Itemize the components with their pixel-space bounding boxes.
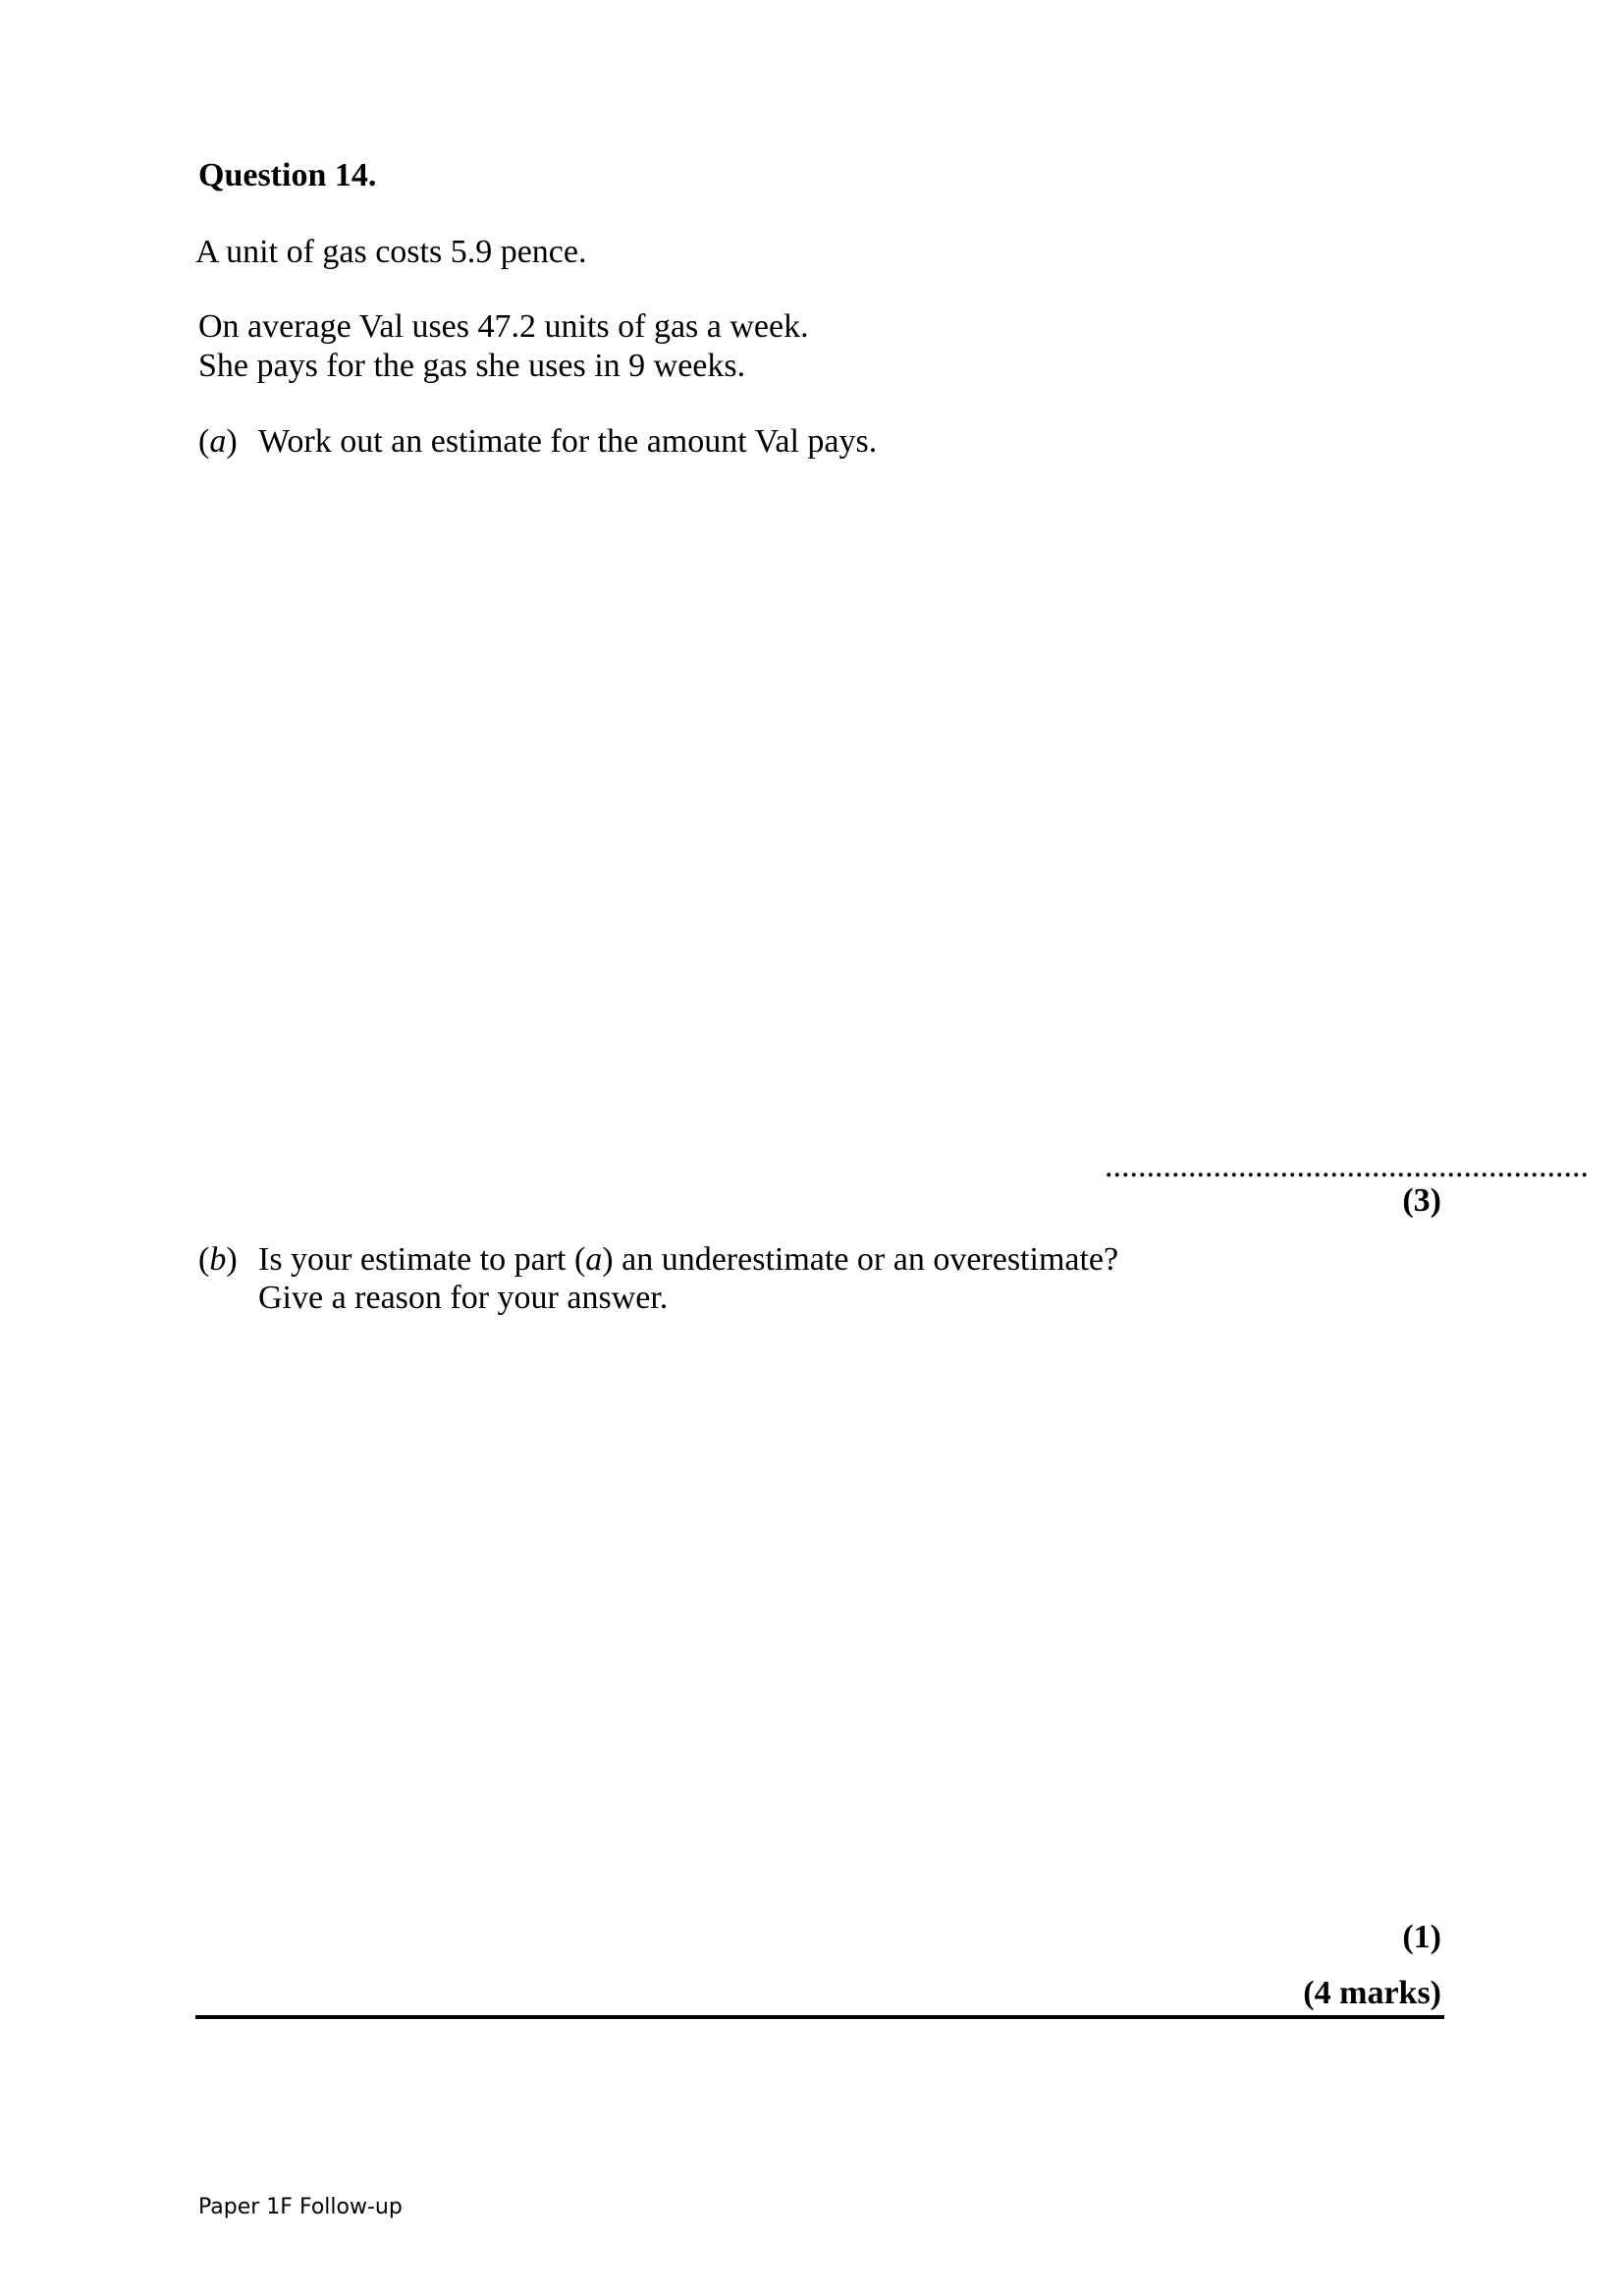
question-intro-unit-cost: A unit of gas costs 5.9 pence. [195, 234, 587, 270]
part-a-question-text: Work out an estimate for the amount Val pays. [258, 423, 878, 460]
question-divider [195, 2015, 1444, 2019]
part-a-label [198, 422, 238, 462]
part-b-label [198, 1240, 238, 1280]
part-b-line1-after: ) an underestimate or an overestimate? [602, 1241, 1119, 1278]
part-b-question-line2: Give a reason for your answer. [258, 1280, 669, 1316]
question-intro-weeks: She pays for the gas she uses in 9 weeks. [198, 348, 746, 384]
page-footer: Paper 1F Follow-up [198, 2195, 403, 2219]
part-b-line1-before: Is your estimate to part ( [258, 1241, 586, 1278]
part-a-open-paren: ( [198, 423, 210, 460]
part-b-line1-ref: a [585, 1241, 603, 1278]
part-a-letter: a [209, 423, 227, 460]
part-b-open-paren: ( [198, 1241, 210, 1278]
total-marks: (4 marks) [1303, 1975, 1441, 2011]
part-a-close-paren: ) [226, 423, 238, 460]
part-a-answer-line[interactable]: .......................................................... [1105, 1148, 1589, 1184]
question-title: Question 14. [198, 157, 377, 193]
part-a-marks: (3) [1402, 1182, 1441, 1219]
part-b-letter: b [209, 1241, 227, 1278]
part-b-question-line1 [258, 1240, 1118, 1280]
part-b-marks: (1) [1402, 1919, 1441, 1955]
part-b-close-paren: ) [226, 1241, 238, 1278]
question-intro-average-usage: On average Val uses 47.2 units of gas a week. [198, 308, 809, 345]
